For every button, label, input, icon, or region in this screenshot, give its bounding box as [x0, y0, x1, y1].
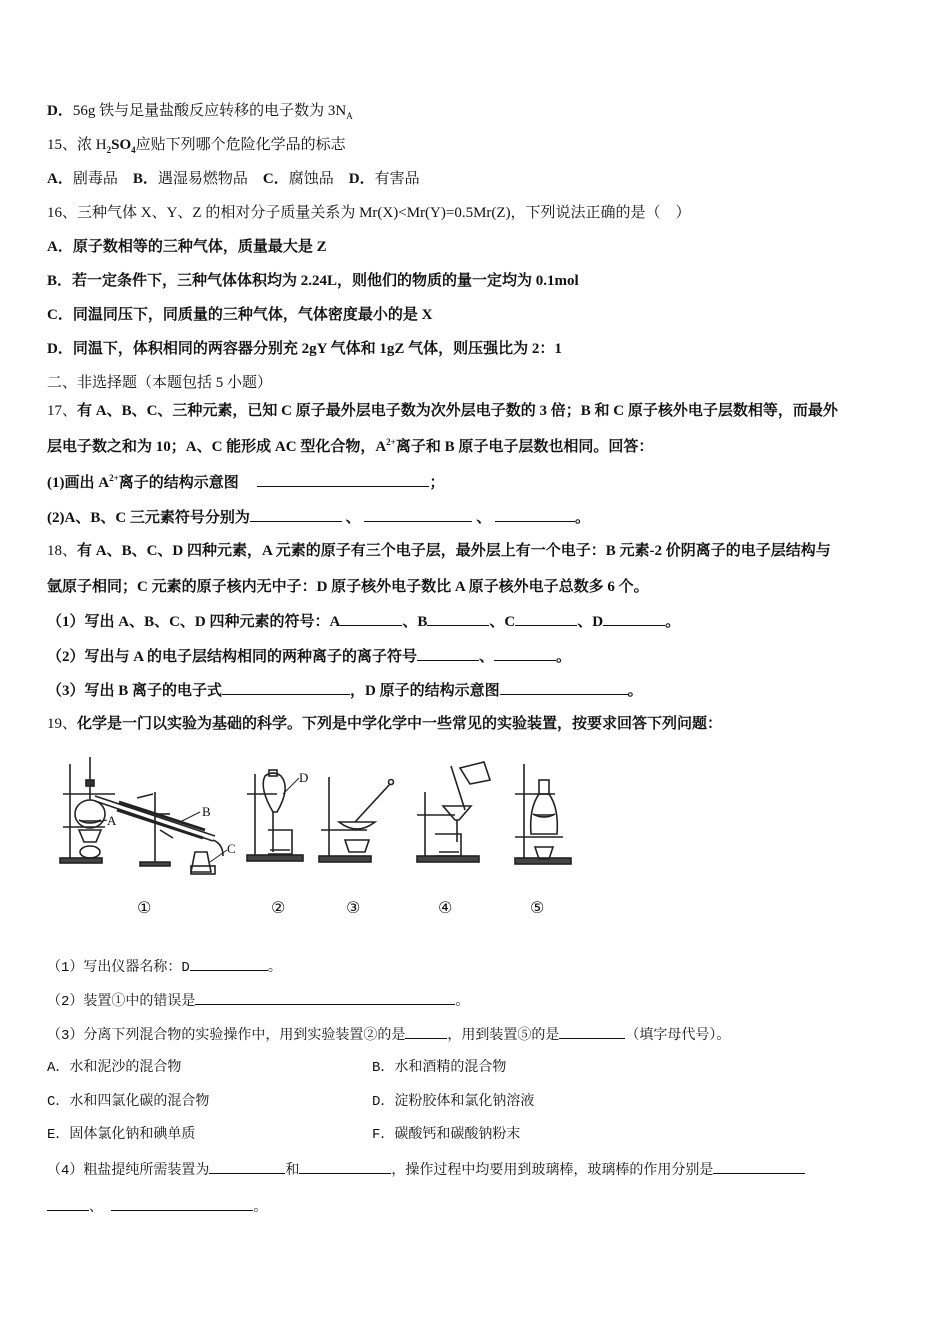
- q14-option-d: [47, 101, 353, 121]
- stem-text: 层电子数之和为 10；A、C 能形成 AC 型化合物，A: [47, 439, 387, 455]
- sub-question-text: （1）写出仪器名称：D: [47, 960, 190, 976]
- sub-question-text: （2）装置①中的错误是: [47, 994, 196, 1010]
- q18-stem-line2: 氩原子相同；C 元素的原子核内无中子：D 原子核外电子数比 A 原子核外电子总数多 6 个。: [47, 579, 649, 595]
- answer-blank[interactable]: [713, 1159, 805, 1174]
- answer-blank[interactable]: [559, 1024, 625, 1039]
- distillation-apparatus-icon: [60, 757, 236, 874]
- evaporation-apparatus-icon: [319, 777, 394, 862]
- option-text: 腐蚀品: [288, 171, 334, 187]
- figure-label-1: ①: [137, 898, 152, 917]
- option-label: B．: [372, 1060, 395, 1076]
- heating-flask-apparatus-icon: [515, 764, 571, 864]
- q16-option-d: [47, 339, 562, 359]
- q16-stem: [47, 203, 691, 223]
- option-text: 同温同压下，同质量的三种气体，气体密度最小的是 X: [72, 307, 433, 323]
- element-label: B: [417, 614, 428, 630]
- stem-text: 三种气体 X、Y、Z 的相对分子质量关系为 Mr(X)<Mr(Y)=0.5Mr(Z)，下列说法正确的是（ ）: [77, 205, 691, 221]
- q17-sub1: [47, 472, 445, 493]
- subscript: 4: [131, 145, 136, 155]
- element-label: A: [329, 614, 341, 630]
- answer-blank[interactable]: [603, 611, 665, 626]
- option-label: A．: [47, 239, 73, 255]
- answer-blank[interactable]: [364, 507, 472, 522]
- option-text: 固体氯化钠和碘单质: [69, 1127, 196, 1143]
- sub-question-text: （填字母代号）。: [625, 1028, 731, 1044]
- answer-blank[interactable]: [111, 1196, 253, 1211]
- option-text: 若一定条件下，三种气体体积均为 2.24L，则他们的物质的量一定均为 0.1mol: [72, 273, 579, 289]
- q19-option-f: [372, 1125, 520, 1145]
- punctuation: 、: [89, 1200, 103, 1216]
- punctuation: 、: [402, 614, 418, 630]
- option-label: C．: [262, 171, 289, 187]
- option-text: 剧毒品: [72, 171, 118, 187]
- stem-text: 有 A、B、C、D 四种元素，A 元素的原子有三个电子层，最外层上有一个电子：B 元素-2 价阴离子的电子层结构与: [77, 543, 831, 559]
- option-label: C．: [47, 1094, 70, 1110]
- option-text: 水和四氯化碳的混合物: [69, 1094, 210, 1110]
- sub-question-text: （3）分离下列混合物的实验操作中，用到实验装置②的是: [47, 1028, 406, 1044]
- q19-option-e: [47, 1125, 195, 1145]
- option-label: B．: [47, 273, 73, 289]
- stem-text: 离子和 B 原子电子层数也相同。回答：: [395, 439, 654, 455]
- q17-stem-line1: [47, 401, 838, 421]
- punctuation: 、: [577, 614, 593, 630]
- apparatus-figure: [55, 752, 595, 877]
- punctuation: 。: [665, 614, 681, 630]
- q16-option-c: [47, 305, 432, 325]
- stem-text: 化学是一门以实验为基础的科学。下列是中学化学中一些常见的实验装置，按要求回答下列问题：: [77, 716, 723, 732]
- option-text: 淀粉胶体和氯化钠溶液: [394, 1094, 535, 1110]
- element-label: C: [504, 614, 516, 630]
- sub-question-text: （4）粗盐提纯所需装置为: [47, 1163, 210, 1179]
- option-label: D．: [348, 171, 375, 187]
- punctuation: 。: [556, 649, 572, 665]
- answer-blank[interactable]: [299, 1159, 391, 1174]
- sub-question-text: 和: [285, 1163, 300, 1179]
- stem-text: 应贴下列哪个危险化学品的标志: [135, 137, 346, 153]
- answer-blank[interactable]: [190, 956, 268, 971]
- q19-sub4: [47, 1159, 805, 1181]
- sub-question-text: ，操作过程中均要用到玻璃棒，玻璃棒的作用分别是: [391, 1163, 714, 1179]
- sub-question-text: （3）写出 B 离子的电子式: [47, 683, 223, 699]
- option-label: E．: [47, 1127, 70, 1143]
- q19-sub3: [47, 1024, 730, 1046]
- sub-question-text: (2)A、B、C 三元素符号分别为: [47, 510, 250, 526]
- q17-sub2: [47, 507, 590, 528]
- q16-option-b: [47, 271, 579, 291]
- q19-option-c: [47, 1092, 209, 1112]
- separatory-funnel-icon: [247, 770, 308, 861]
- answer-blank[interactable]: [427, 611, 489, 626]
- option-label: D．: [47, 103, 73, 119]
- label-a: A: [107, 813, 117, 828]
- sub-question-text: (1)画出 A: [47, 475, 110, 491]
- q19-option-a: [47, 1058, 181, 1078]
- punctuation: 、: [479, 649, 495, 665]
- punctuation: 。: [574, 510, 590, 526]
- answer-blank[interactable]: [500, 680, 628, 695]
- answer-blank[interactable]: [495, 507, 575, 522]
- figure-label-3: ③: [346, 898, 361, 917]
- stem-text: 有 A、B、C、三种元素，已知 C 原子最外层电子数为次外层电子数的 3 倍；B 和 C 原子核外电子层数相等，而最外: [77, 403, 838, 419]
- option-label: B．: [132, 171, 158, 187]
- question-number: 19、: [47, 716, 78, 732]
- sub-question-text: 离子的结构示意图: [118, 475, 239, 491]
- sub-question-text: ，D 原子的结构示意图: [350, 683, 500, 699]
- punctuation: 、: [345, 510, 361, 526]
- option-text: 同温下，体积相同的两容器分别充 2gY 气体和 1gZ 气体，则压强比为 2：1: [72, 341, 562, 357]
- element-label: D: [592, 614, 604, 630]
- sub-question-text: （2）写出与 A 的电子层结构相同的两种离子的离子符号: [47, 649, 418, 665]
- punctuation: 。: [267, 960, 282, 976]
- punctuation: 、: [489, 614, 505, 630]
- option-label: A．: [47, 1060, 70, 1076]
- answer-blank[interactable]: [417, 646, 479, 661]
- option-text: 遇湿易燃物品: [157, 171, 248, 187]
- punctuation: 、: [476, 510, 492, 526]
- punctuation: ；: [429, 475, 445, 491]
- label-b: B: [202, 804, 211, 819]
- q16-option-a: [47, 237, 327, 257]
- figure-label-2: ②: [271, 898, 286, 917]
- punctuation: 。: [253, 1200, 268, 1216]
- formula-text: SO: [111, 137, 132, 153]
- answer-blank[interactable]: [494, 646, 556, 661]
- q19-option-b: [372, 1058, 506, 1078]
- option-label: F．: [372, 1127, 395, 1143]
- punctuation: 。: [627, 683, 643, 699]
- option-label: C．: [47, 307, 73, 323]
- question-number: 17、: [47, 403, 78, 419]
- answer-blank[interactable]: [405, 1024, 447, 1039]
- q19-stem: [47, 714, 722, 734]
- figure-label-5: ⑤: [530, 898, 545, 917]
- q19-option-d: [372, 1092, 534, 1112]
- q19-sub1: [47, 956, 282, 978]
- superscript: 2+: [386, 437, 396, 447]
- option-text: 碳酸钙和碳酸钠粉末: [394, 1127, 521, 1143]
- question-number: 16、: [47, 205, 78, 221]
- answer-blank[interactable]: [195, 990, 455, 1005]
- option-label: D．: [372, 1094, 395, 1110]
- filtration-apparatus-icon: [417, 762, 490, 862]
- section-title: 二、非选择题（本题包括 5 小题）: [47, 375, 273, 391]
- q18-sub2: [47, 646, 571, 667]
- q18-sub1: [47, 611, 680, 632]
- option-label: D．: [47, 341, 73, 357]
- subscript: 2: [106, 145, 112, 155]
- label-d: D: [299, 770, 309, 785]
- question-number: 15、: [47, 137, 78, 153]
- q17-stem-line2: [47, 437, 653, 457]
- option-text: 有害品: [374, 171, 420, 187]
- stem-text: 浓 H: [77, 137, 107, 153]
- answer-blank[interactable]: [515, 611, 577, 626]
- option-text: 原子数相等的三种气体，质量最大是 Z: [72, 239, 327, 255]
- q18-stem-line1: [47, 541, 831, 561]
- answer-blank[interactable]: [257, 472, 429, 487]
- answer-blank[interactable]: [222, 680, 350, 695]
- superscript: 2+: [109, 473, 119, 483]
- question-number: 18、: [47, 543, 78, 559]
- q15-options: [47, 169, 420, 189]
- q15-stem: [47, 135, 346, 155]
- option-label: A．: [47, 171, 73, 187]
- answer-blank[interactable]: [340, 611, 402, 626]
- answer-blank[interactable]: [47, 1196, 89, 1211]
- subscript: A: [346, 111, 353, 121]
- sub-question-text: ，用到装置⑤的是: [447, 1028, 560, 1044]
- q19-sub4-continued: [47, 1196, 267, 1218]
- q19-sub2: [47, 990, 469, 1012]
- option-text: 水和泥沙的混合物: [69, 1060, 182, 1076]
- q18-sub3: [47, 680, 643, 701]
- option-text: 水和酒精的混合物: [394, 1060, 507, 1076]
- figure-label-4: ④: [438, 898, 453, 917]
- option-text: 56g 铁与足量盐酸反应转移的电子数为 3N: [72, 103, 347, 119]
- answer-blank[interactable]: [250, 507, 342, 522]
- label-c: C: [227, 841, 236, 856]
- punctuation: 。: [455, 994, 470, 1010]
- answer-blank[interactable]: [209, 1159, 285, 1174]
- sub-question-text: （1）写出 A、B、C、D 四种元素的符号：: [47, 614, 330, 630]
